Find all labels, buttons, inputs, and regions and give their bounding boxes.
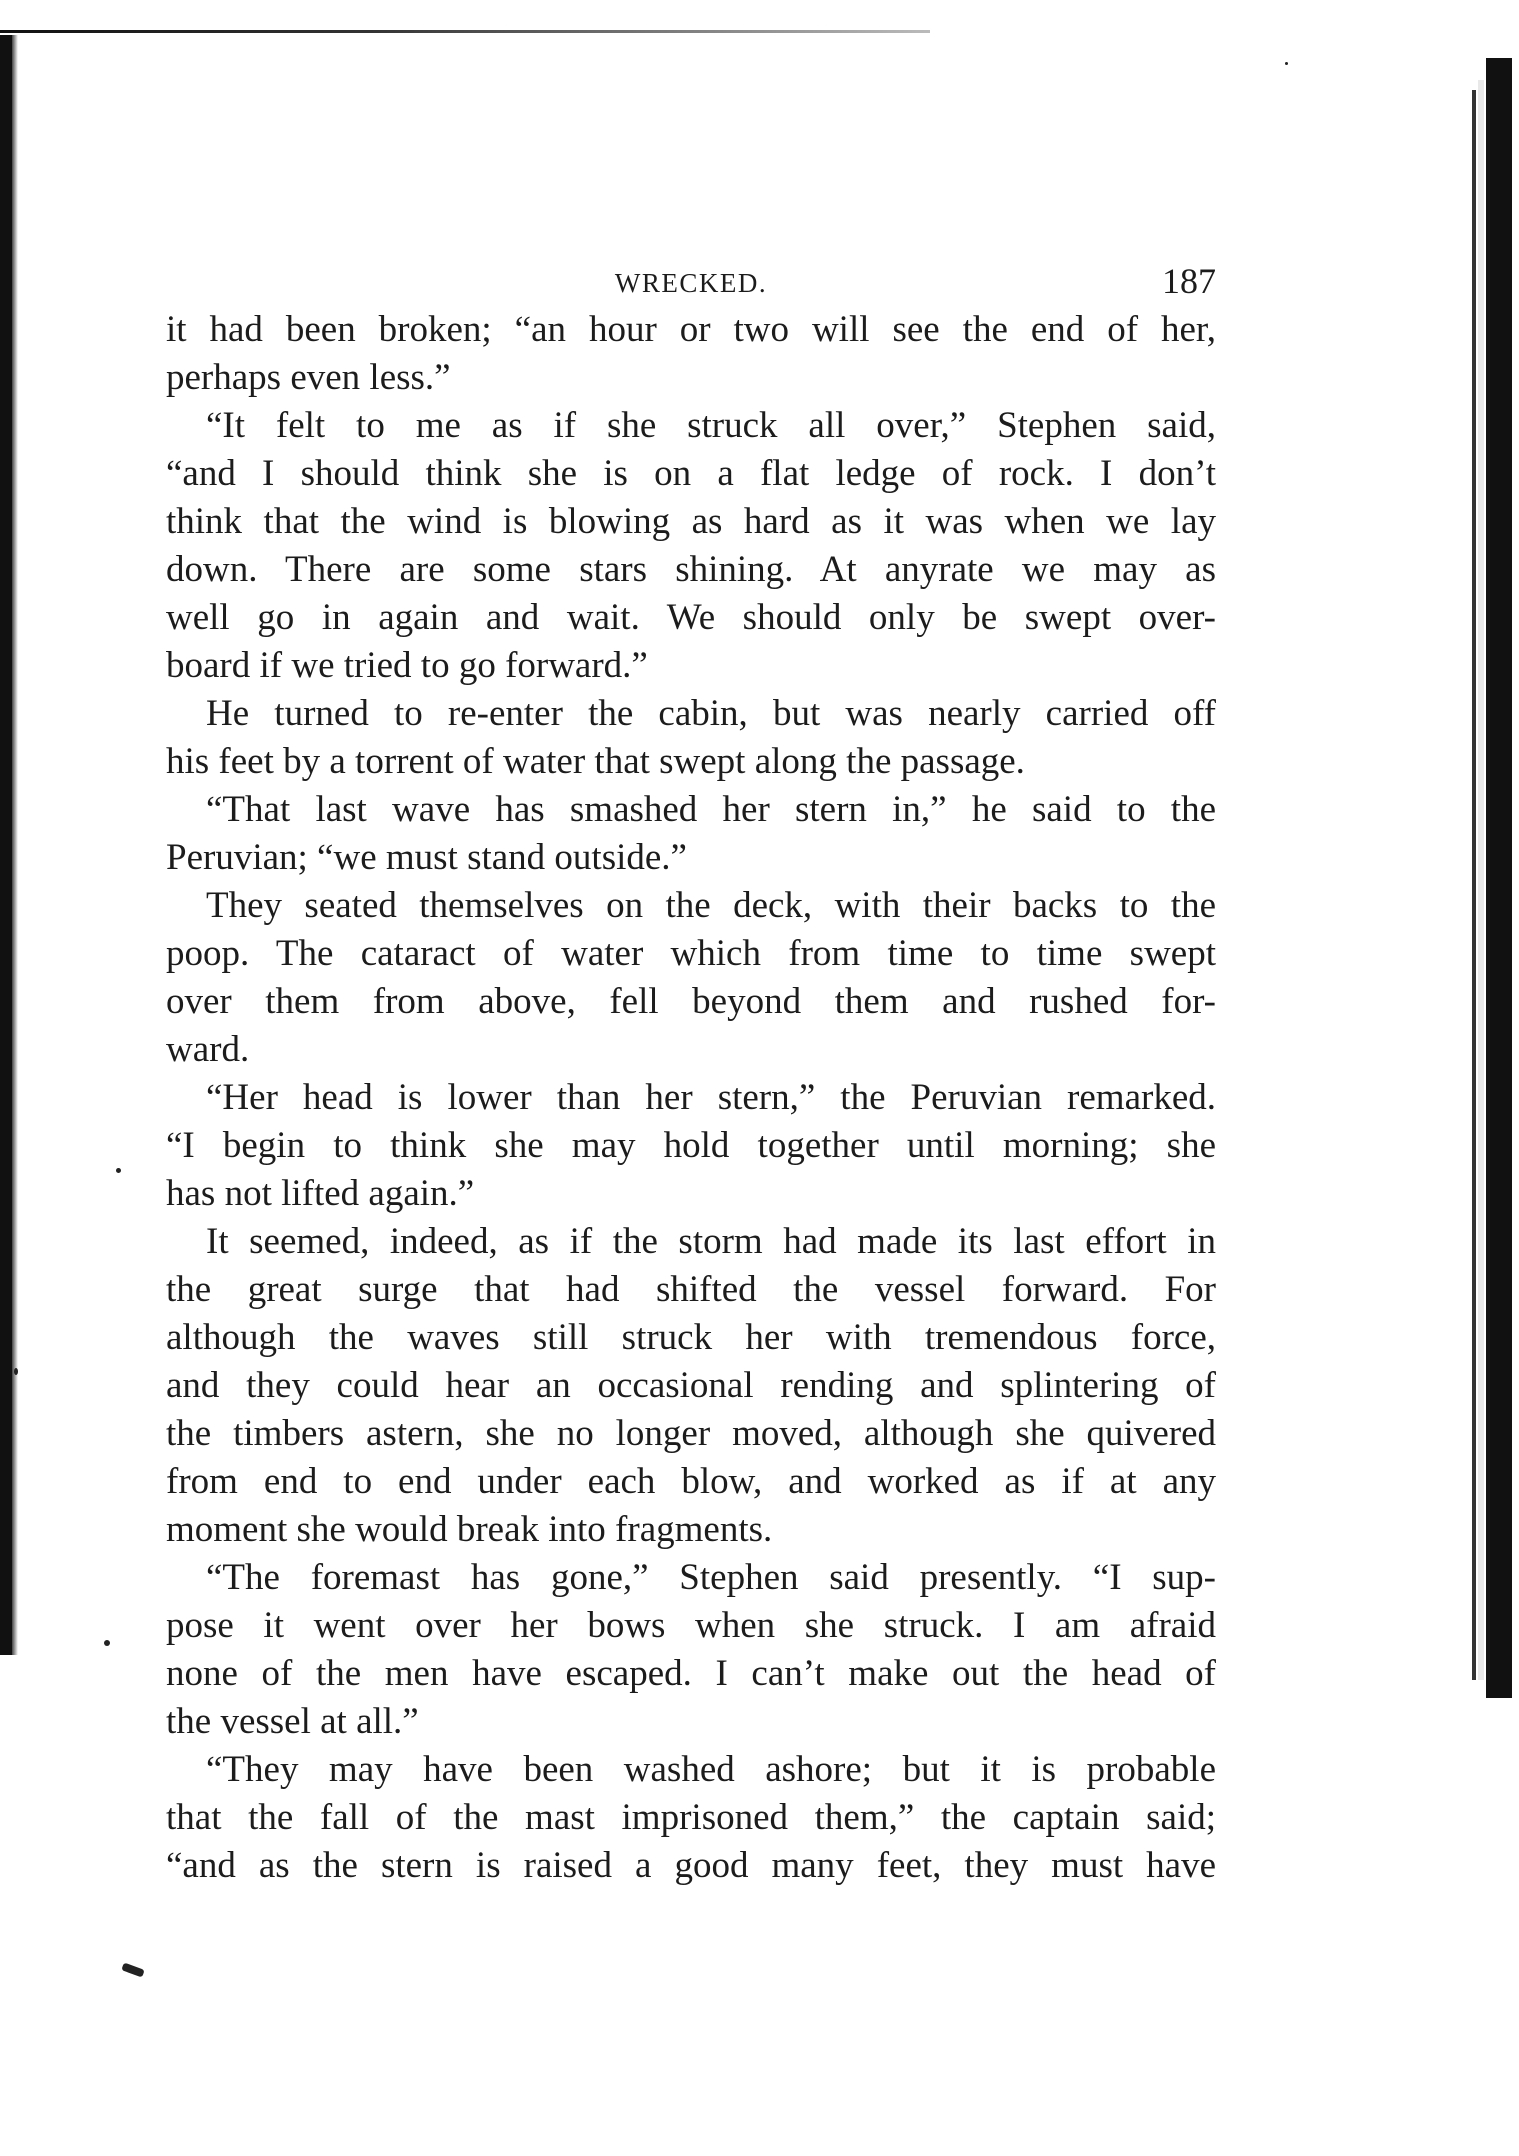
scan-left-edge-shadow xyxy=(12,35,18,1655)
text-line: “It felt to me as if she struck all over,” Stephen said, xyxy=(206,405,1216,446)
text-line: ward. xyxy=(166,1029,250,1070)
running-head xyxy=(166,256,1216,306)
text-line: “That last wave has smashed her stern in,” he said to the xyxy=(206,789,1216,830)
text-line: and they could hear an occasional rending and splintering of xyxy=(166,1365,1216,1406)
text-line: that the fall of the mast imprisoned them,” the captain said; xyxy=(166,1797,1216,1838)
text-line: over them from above, fell beyond them and rushed for- xyxy=(166,981,1216,1022)
text-line: none of the men have escaped. I can’t make out the head of xyxy=(166,1653,1216,1694)
binding-outer-edge xyxy=(1486,58,1512,1698)
scan-left-edge xyxy=(0,35,12,1655)
text-line: think that the wind is blowing as hard as it was when we lay xyxy=(166,501,1216,542)
text-line: the great surge that had shifted the vessel forward. For xyxy=(166,1269,1216,1310)
scan-top-edge xyxy=(0,30,930,33)
text-line: “They may have been washed ashore; but it is probable xyxy=(206,1749,1216,1790)
text-line: It seemed, indeed, as if the storm had made its last effort in xyxy=(206,1221,1216,1262)
body-text xyxy=(166,306,1216,1890)
text-line: from end to end under each blow, and worked as if at any xyxy=(166,1461,1216,1502)
text-line: it had been broken; “an hour or two will see the end of her, xyxy=(166,309,1216,350)
text-line: moment she would break into fragments. xyxy=(166,1509,773,1550)
running-title: WRECKED. xyxy=(614,268,768,298)
text-line: “I begin to think she may hold together until morning; she xyxy=(166,1125,1216,1166)
text-line: “The foremast has gone,” Stephen said presently. “I sup- xyxy=(206,1557,1216,1598)
text-line: has not lifted again.” xyxy=(166,1173,475,1214)
text-line: board if we tried to go forward.” xyxy=(166,645,648,686)
text-line: the timbers astern, she no longer moved, although she quivered xyxy=(166,1413,1216,1454)
text-line: poop. The cataract of water which from time to time swept xyxy=(166,933,1216,974)
text-line: Peruvian; “we must stand outside.” xyxy=(166,837,687,878)
text-line: “and as the stern is raised a good many feet, they must have xyxy=(166,1845,1216,1886)
text-line: They seated themselves on the deck, with their backs to the xyxy=(206,885,1216,926)
text-line: well go in again and wait. We should only be swept over- xyxy=(166,597,1216,638)
book-page xyxy=(166,256,1216,1890)
text-line: down. There are some stars shining. At anyrate we may as xyxy=(166,549,1216,590)
text-line: his feet by a torrent of water that swept along the passage. xyxy=(166,741,1025,782)
text-line: although the waves still struck her with tremendous force, xyxy=(166,1317,1216,1358)
text-line: “and I should think she is on a flat ledge of rock. I don’t xyxy=(166,453,1216,494)
text-line: the vessel at all.” xyxy=(166,1701,419,1742)
text-line: pose it went over her bows when she struck. I am afraid xyxy=(166,1605,1216,1646)
binding-inner-edge xyxy=(1472,90,1476,1680)
text-line: He turned to re-enter the cabin, but was nearly carried off xyxy=(206,693,1216,734)
binding-gap xyxy=(1478,80,1484,1680)
page-number: 187 xyxy=(1162,261,1216,301)
text-line: perhaps even less.” xyxy=(166,357,451,398)
text-line: “Her head is lower than her stern,” the Peruvian remarked. xyxy=(206,1077,1216,1118)
